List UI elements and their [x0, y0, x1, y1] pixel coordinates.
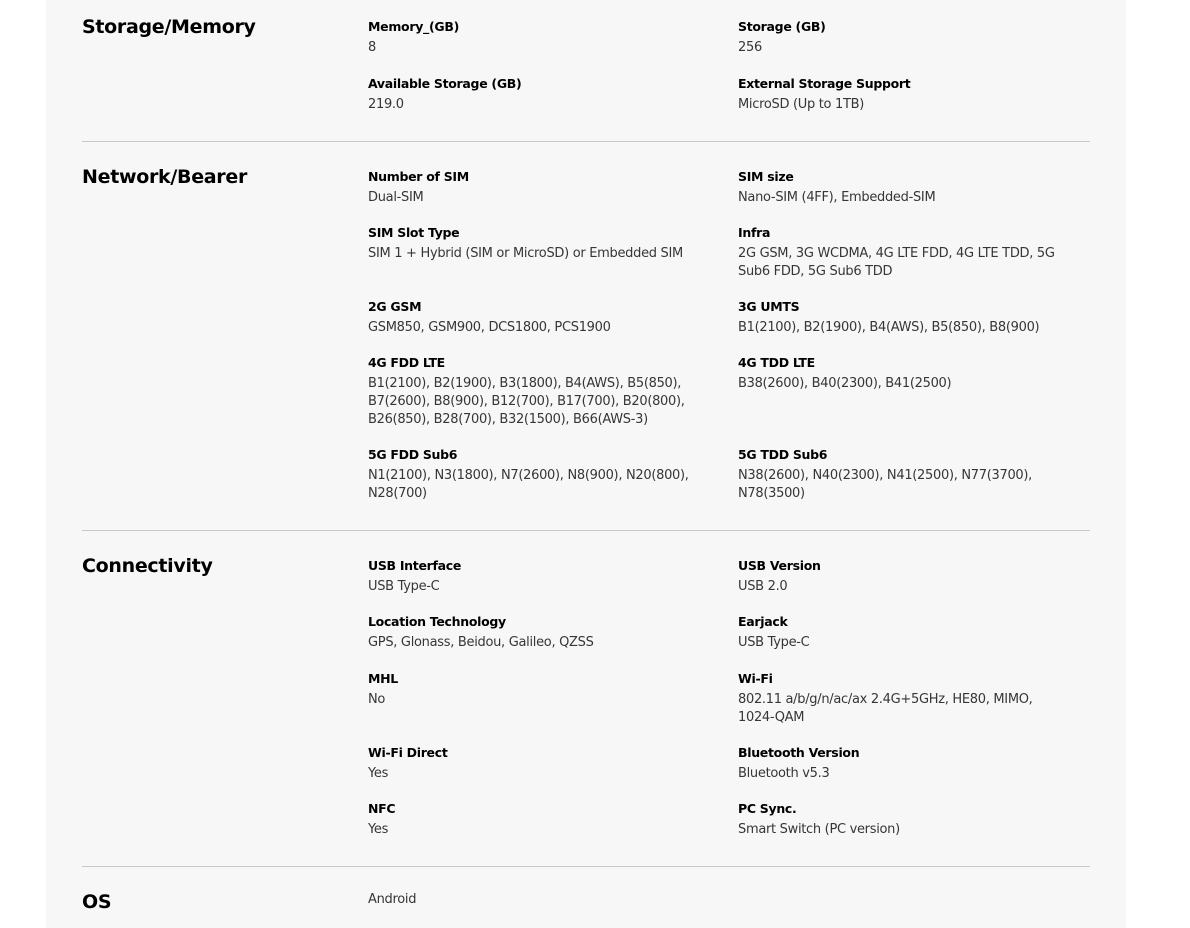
section-network-bearer	[82, 142, 1090, 531]
spec-label: Location Technology	[368, 614, 506, 629]
spec-value: GPS, Glonass, Beidou, Galileo, QZSS	[368, 635, 594, 650]
spec-usb-version	[738, 557, 1068, 596]
spec-nfc	[368, 800, 698, 839]
spec-label: 2G GSM	[368, 299, 422, 314]
spec-4g-tdd-lte	[738, 354, 1068, 393]
spec-label: PC Sync.	[738, 801, 797, 816]
spec-value: Yes	[368, 822, 389, 837]
section-title: Network/Bearer	[82, 166, 248, 188]
spec-label: USB Interface	[368, 558, 462, 573]
spec-sim-slot-type	[368, 224, 698, 263]
spec-value: N1(2100), N3(1800), N7(2600), N8(900), N20(800), N28(700)	[368, 468, 689, 501]
spec-label: Earjack	[738, 614, 788, 629]
spec-label: USB Version	[738, 558, 821, 573]
spec-label: Wi-Fi	[738, 671, 773, 686]
specs-panel	[46, 0, 1126, 928]
spec-value: Bluetooth v5.3	[738, 766, 830, 781]
spec-external-storage	[738, 75, 1068, 114]
spec-label: 4G TDD LTE	[738, 355, 815, 370]
spec-label: 5G TDD Sub6	[738, 447, 828, 462]
spec-2g-gsm	[368, 298, 698, 337]
spec-value: SIM 1 + Hybrid (SIM or MicroSD) or Embedded SIM	[368, 246, 683, 261]
spec-label: Memory_(GB)	[368, 19, 460, 34]
section-title: Connectivity	[82, 555, 213, 577]
spec-label: SIM size	[738, 169, 794, 184]
spec-value: B38(2600), B40(2300), B41(2500)	[738, 376, 952, 391]
spec-label: 3G UMTS	[738, 299, 800, 314]
spec-value: Yes	[368, 766, 389, 781]
spec-available-storage	[368, 75, 698, 114]
spec-label: Bluetooth Version	[738, 745, 860, 760]
spec-value: Android	[368, 892, 417, 907]
spec-value: 219.0	[368, 97, 404, 112]
spec-earjack	[738, 613, 1068, 652]
section-title: OS	[82, 891, 112, 913]
spec-value: Dual-SIM	[368, 190, 424, 205]
spec-location-technology	[368, 613, 698, 652]
spec-label: SIM Slot Type	[368, 225, 460, 240]
spec-3g-umts	[738, 298, 1068, 337]
spec-value: 2G GSM, 3G WCDMA, 4G LTE FDD, 4G LTE TDD, 5G Sub6 FDD, 5G Sub6 TDD	[738, 246, 1055, 279]
spec-value: USB Type-C	[368, 579, 440, 594]
spec-label: External Storage Support	[738, 76, 911, 91]
spec-wifi-direct	[368, 744, 698, 783]
spec-label: 5G FDD Sub6	[368, 447, 458, 462]
spec-bluetooth-version	[738, 744, 1068, 783]
spec-value: Nano-SIM (4FF), Embedded-SIM	[738, 190, 936, 205]
spec-label: 4G FDD LTE	[368, 355, 445, 370]
section-os	[82, 867, 1090, 928]
spec-label: Wi-Fi Direct	[368, 745, 448, 760]
spec-value: USB Type-C	[738, 635, 810, 650]
spec-label: Number of SIM	[368, 169, 469, 184]
spec-value: 8	[368, 40, 376, 55]
spec-mhl	[368, 670, 698, 709]
spec-value: Smart Switch (PC version)	[738, 822, 900, 837]
spec-5g-fdd-sub6	[368, 446, 698, 503]
spec-label: NFC	[368, 801, 396, 816]
spec-label: Available Storage (GB)	[368, 76, 522, 91]
spec-storage	[738, 18, 1068, 57]
spec-wifi	[738, 670, 1068, 727]
spec-label: Storage (GB)	[738, 19, 826, 34]
spec-number-of-sim	[368, 168, 698, 207]
spec-sim-size	[738, 168, 1068, 207]
spec-value: N38(2600), N40(2300), N41(2500), N77(3700), N78(3500)	[738, 468, 1033, 501]
spec-value: 256	[738, 40, 762, 55]
spec-value: USB 2.0	[738, 579, 788, 594]
spec-value: B1(2100), B2(1900), B4(AWS), B5(850), B8(900)	[738, 320, 1040, 335]
spec-value: GSM850, GSM900, DCS1800, PCS1900	[368, 320, 611, 335]
spec-os	[368, 891, 698, 909]
spec-label: Infra	[738, 225, 771, 240]
section-connectivity	[82, 531, 1090, 867]
spec-infra	[738, 224, 1068, 281]
section-storage-memory	[82, 0, 1090, 142]
spec-label: MHL	[368, 671, 398, 686]
spec-usb-interface	[368, 557, 698, 596]
spec-4g-fdd-lte	[368, 354, 698, 429]
spec-value: No	[368, 692, 386, 707]
spec-memory	[368, 18, 698, 57]
spec-value: B1(2100), B2(1900), B3(1800), B4(AWS), B5(850), B7(2600), B8(900), B12(700), B17(700), B20(800), B26(850), B28(700), B32(1500), B66(AWS-3)	[368, 376, 685, 427]
spec-5g-tdd-sub6	[738, 446, 1068, 503]
section-title: Storage/Memory	[82, 16, 256, 38]
spec-value: 802.11 a/b/g/n/ac/ax 2.4G+5GHz, HE80, MIMO, 1024-QAM	[738, 692, 1033, 725]
spec-value: MicroSD (Up to 1TB)	[738, 97, 865, 112]
spec-pc-sync	[738, 800, 1068, 839]
